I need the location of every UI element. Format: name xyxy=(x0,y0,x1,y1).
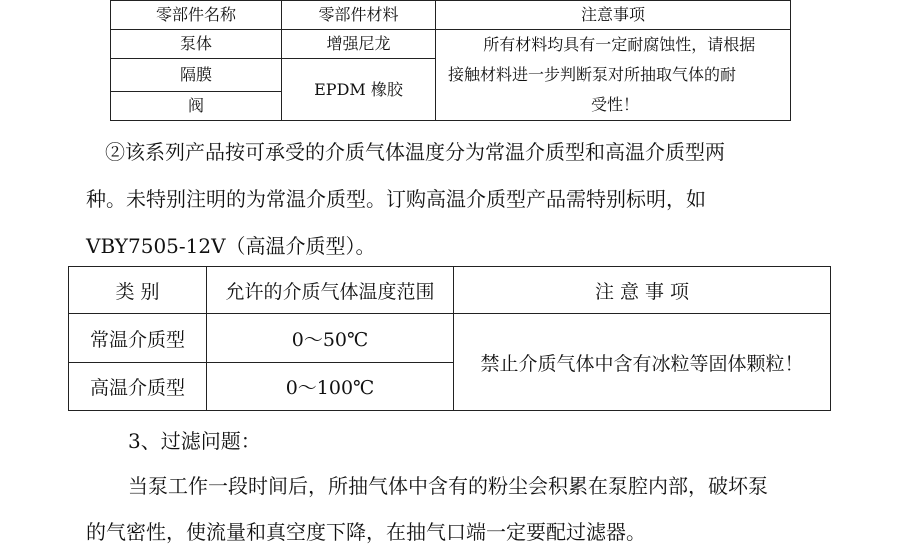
temperature-table xyxy=(68,266,831,411)
header-cell: 注意事项 xyxy=(436,1,791,30)
type-cell: 高温介质型 xyxy=(69,363,207,411)
paragraph-line: VBY7505-12V（高温介质型）。 xyxy=(86,234,376,258)
table-row xyxy=(69,314,831,363)
note-line: 所有材料均具有一定耐腐蚀性，请根据 xyxy=(483,35,756,54)
type-cell: 常温介质型 xyxy=(69,314,207,363)
materials-table xyxy=(110,0,791,121)
paragraph-line: 的气密性，使流量和真空度下降，在抽气口端一定要配过滤器。 xyxy=(86,520,646,544)
range-cell: 0～100℃ xyxy=(207,363,454,411)
header-cell: 允许的介质气体温度范围 xyxy=(207,267,454,314)
table-row xyxy=(111,30,791,59)
materials-note-cell xyxy=(436,30,791,121)
header-cell: 零部件材料 xyxy=(282,1,436,30)
header-cell: 类 别 xyxy=(69,267,207,314)
note-line: 接触材料进一步判断泵对所抽取气体的耐 xyxy=(448,65,737,84)
paragraph-line: 当泵工作一段时间后，所抽气体中含有的粉尘会积累在泵腔内部，破坏泵 xyxy=(128,474,768,498)
material-cell: 增强尼龙 xyxy=(282,30,436,59)
temperature-note-cell: 禁止介质气体中含有冰粒等固体颗粒！ xyxy=(454,314,831,411)
paragraph-line: 种。未特别注明的为常温介质型。订购高温介质型产品需特别标明，如 xyxy=(86,187,706,211)
note-line: 受性！ xyxy=(590,95,639,114)
part-name-cell: 隔膜 xyxy=(111,59,282,92)
header-cell: 注 意 事 项 xyxy=(454,267,831,314)
section-title: 3、过滤问题： xyxy=(128,429,261,453)
header-cell: 零部件名称 xyxy=(111,1,282,30)
range-cell: 0～50℃ xyxy=(207,314,454,363)
table-header-row xyxy=(69,267,831,314)
part-name-cell: 泵体 xyxy=(111,30,282,59)
paragraph-line: ②该系列产品按可承受的介质气体温度分为常温介质型和高温介质型两 xyxy=(105,140,725,164)
part-name-cell: 阀 xyxy=(111,92,282,121)
material-cell: EPDM 橡胶 xyxy=(282,59,436,121)
table-header-row xyxy=(111,1,791,30)
